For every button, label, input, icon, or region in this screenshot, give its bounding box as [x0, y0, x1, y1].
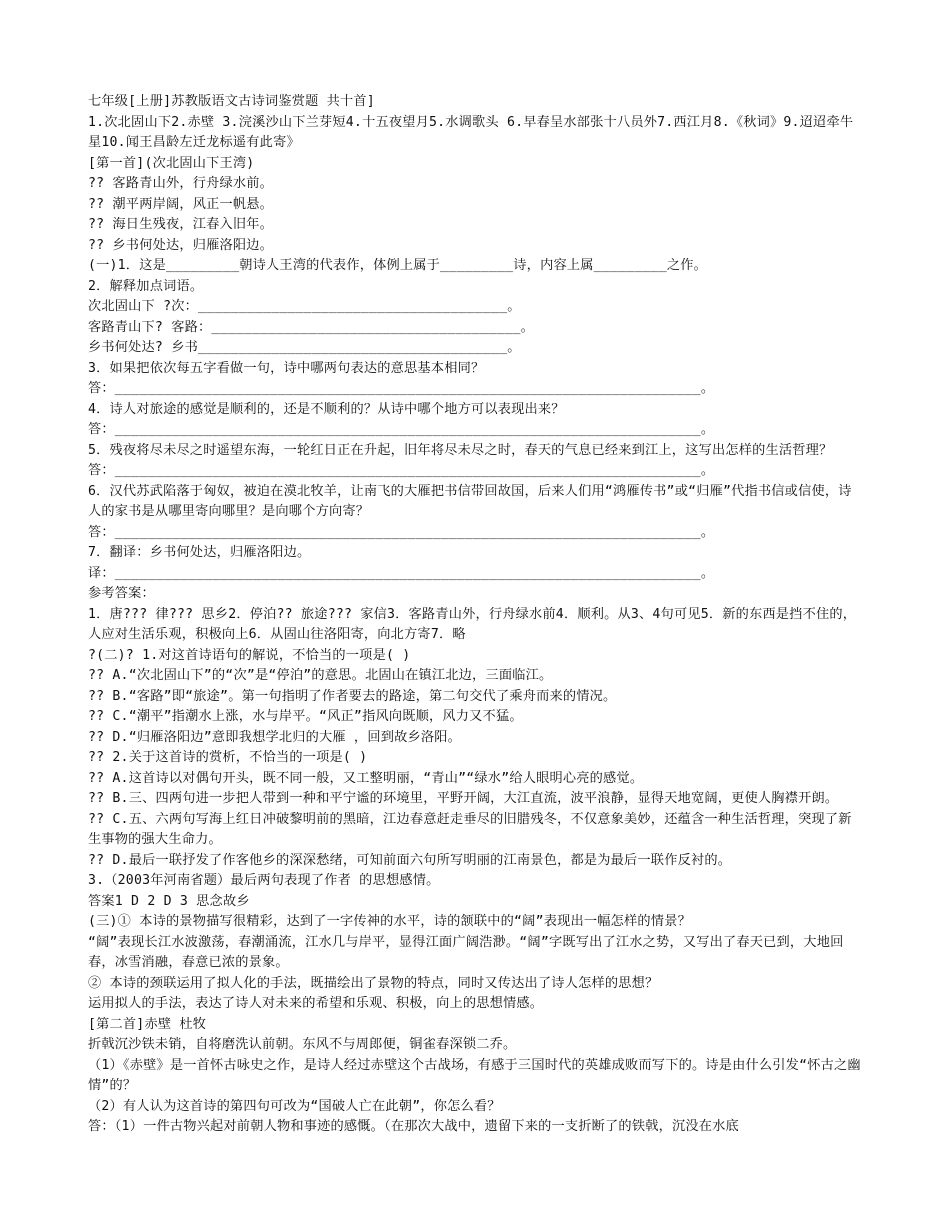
- text-line: 七年级[上册]苏教版语文古诗词鉴赏题 共十首]: [88, 94, 375, 109]
- text-line: 5．残夜将尽未尽之时遥望东海，一轮红日正在升起，旧年将尽未尽之时，春天的气息已经来到江上，这写出怎样的生活哲理？: [88, 442, 833, 458]
- text-line: ?(二)? 1.对这首诗语句的解说，不恰当的一项是( ): [88, 647, 411, 663]
- document-body: [88, 92, 863, 1138]
- text-line: [第二首]赤壁 杜牧: [88, 1016, 207, 1032]
- text-line: ?? C.五、六两句写海上红日冲破黎明前的黑暗，江边春意赶走垂尽的旧腊残冬，不仅意象美妙，还蕴含一种生活哲理，突现了新生事物的强大生命力。: [88, 811, 852, 847]
- text-line: 次北固山下 ?次：______________________________________。: [88, 299, 521, 314]
- text-line: 答：________________________________________________________________________。: [88, 463, 715, 478]
- text-line: 折戟沉沙铁未销，自将磨洗认前朝。东风不与周郎便，铜雀春深锁二乔。: [88, 1037, 517, 1052]
- text-line: （2）有人认为这首诗的第四句可改为“国破人亡在此朝”，你怎么看？: [88, 1098, 501, 1114]
- text-line: ?? 2.关于这首诗的赏析，不恰当的一项是( ): [88, 750, 368, 765]
- text-line: ?? 客路青山外，行舟绿水前。: [88, 176, 274, 191]
- text-line: ?? 潮平两岸阔，风正一帆悬。: [88, 196, 274, 212]
- text-line: 乡书何处达? 乡书______________________________________。: [88, 340, 521, 355]
- text-line: 答：________________________________________________________________________。: [88, 524, 715, 540]
- text-line: ?? A.这首诗以对偶句开头，既不同一般，又工整明丽，“青山”“绿水”给人眼明心亮的感觉。: [88, 770, 644, 786]
- text-line: ② 本诗的颈联运用了拟人化的手法，既描绘出了景物的特点，同时又传达出了诗人怎样的思想？: [88, 975, 659, 991]
- text-line: 答：（1）一件古物兴起对前朝人物和事迹的感慨。（在那次大战中，遗留下来的一支折断了的铁戟，沉没在水底: [88, 1119, 739, 1134]
- text-line: (三)① 本诗的景物描写很精彩，达到了一字传神的水平，诗的颔联中的“阔”表现出一幅怎样的情景？: [88, 914, 691, 929]
- text-line: 6．汉代苏武陷落于匈奴，被迫在漠北牧羊，让南飞的大雁把书信带回故国，后来人们用“鸿雁传书”或“归雁”代指书信或信使，诗人的家书是从哪里寄向哪里？是向哪个方向寄？: [88, 483, 852, 519]
- text-line: 答：________________________________________________________________________。: [88, 422, 715, 437]
- text-line: [第一首](次北固山下王湾): [88, 155, 255, 171]
- text-line: 客路青山下? 客路：______________________________________。: [88, 319, 535, 335]
- text-line: “阔”表现长江水波激荡，春潮涌流，江水几与岸平，显得江面广阔浩渺。“阔”字既写出了江水之势，又写出了春天已到，大地回春，冰雪消融，春意已浓的景象。: [88, 934, 844, 970]
- text-line: 3.（2003年河南省题）最后两句表现了作者 的思想感情。: [88, 873, 440, 888]
- text-line: (一)1．这是_________朝诗人王湾的代表作，体例上属于_________诗，内容上属_________之作。: [88, 258, 708, 273]
- text-line: （1）《赤壁》是一首怀古咏史之作，是诗人经过赤壁这个古战场，有感于三国时代的英雄成败而写下的。诗是由什么引发“怀古之幽情”的？: [88, 1057, 861, 1093]
- text-line: ?? D.“归雁洛阳边”意即我想学北归的大雁 ，回到故乡洛阳。: [88, 729, 462, 745]
- text-line: 运用拟人的手法，表达了诗人对未来的希望和乐观、积极，向上的思想情感。: [88, 996, 544, 1011]
- text-line: ?? A.“次北固山下”的“次”是“停泊”的意思。北固山在镇江北边，三面临江。: [88, 668, 553, 683]
- text-line: ?? B.“客路”即“旅途”。第一句指明了作者要去的路途，第二句交代了乘舟而来的情况。: [88, 688, 617, 704]
- text-line: 4．诗人对旅途的感觉是顺利的，还是不顺利的？从诗中哪个地方可以表现出来？: [88, 401, 565, 417]
- text-line: 2．解释加点词语。: [88, 278, 204, 294]
- text-line: ?? D.最后一联抒发了作客他乡的深深愁绪，可知前面六句所写明丽的江南景色，都是为最后一联作反衬的。: [88, 852, 732, 868]
- text-line: 答：________________________________________________________________________。: [88, 381, 715, 396]
- text-line: 7．翻译：乡书何处达，归雁洛阳边。: [88, 545, 311, 560]
- text-line: 答案1 D 2 D 3 思念故乡: [88, 893, 250, 909]
- text-line: 参考答案：: [88, 586, 155, 601]
- text-line: ?? 海日生残夜，江春入旧年。: [88, 217, 274, 232]
- text-line: 1.次北固山下2.赤壁 3.浣溪沙山下兰芽短4.十五夜望月5.水调歌头 6.早春呈水部张十八员外7.西江月8.《秋词》9.迢迢牵牛星10.闻王昌龄左迁龙标遥有此寄》: [88, 114, 854, 150]
- text-line: 1．唐??? 律??? 思乡2．停泊?? 旅途??? 家信3．客路青山外，行舟绿水前4．顺利。从3、4句可见5．新的东西是挡不住的，人应对生活乐观，积极向上6．从固山往洛阳寄，向北方寄7．略: [88, 606, 857, 642]
- text-line: ?? 乡书何处达，归雁洛阳边。: [88, 237, 274, 253]
- text-line: ?? B.三、四两句进一步把人带到一种和平宁谧的环境里，平野开阔，大江直流，波平浪静，显得天地宽阔，更使人胸襟开朗。: [88, 791, 839, 806]
- text-line: 3．如果把依次每五字看做一句，诗中哪两句表达的意思基本相同？: [88, 360, 485, 376]
- text-line: ?? C.“潮平”指潮水上涨，水与岸平。“风正”指风向既顺，风力又不猛。: [88, 709, 523, 724]
- text-line: 译：________________________________________________________________________。: [88, 565, 715, 581]
